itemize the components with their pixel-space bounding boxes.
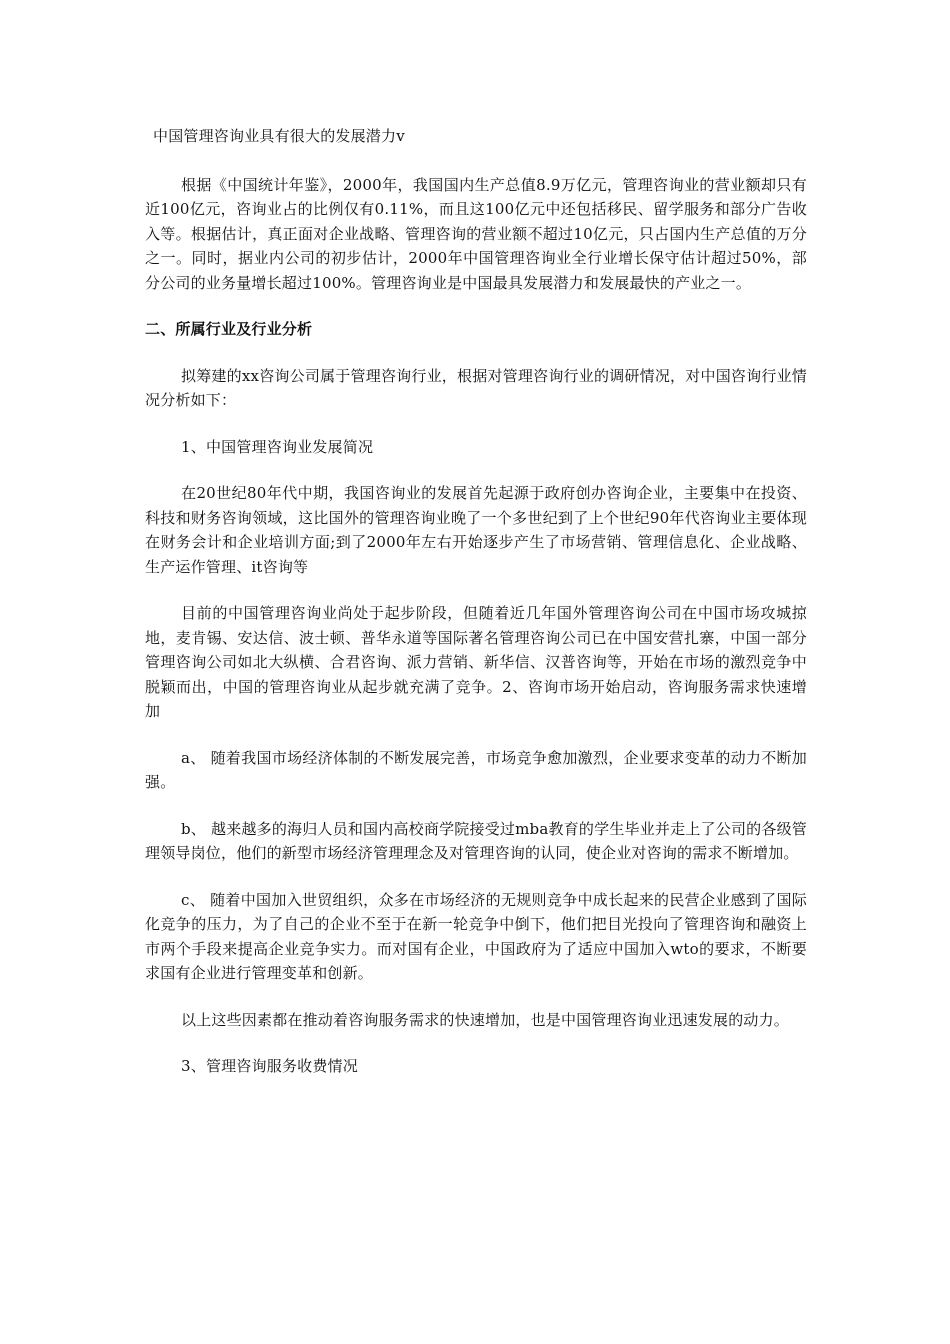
paragraph-company-intro: 拟筹建的xx咨询公司属于管理咨询行业，根据对管理咨询行业的调研情况，对中国咨询行业情况分析如下： (145, 366, 807, 409)
paragraph-item-b: b、 越来越多的海归人员和国内高校商学院接受过mba教育的学生毕业并走上了公司的各级管理领导岗位，他们的新型市场经济管理理念及对管理咨询的认同，使企业对咨询的需求不断增加。 (145, 819, 807, 862)
paragraph-gdp-statistics: 根据《中国统计年鉴》，2000年，我国国内生产总值8.9万亿元，管理咨询业的营业额却只有近100亿元，咨询业占的比例仅有0.11%，而且这100亿元中还包括移民、留学服务和部分广告收入等。根据估计，真正面对企业战略、管理咨询的营业额不超过10亿元，只占国内生产总值的万分之一。同时，据业内公司的初步估计，2000年中国管理咨询业全行业增长保守估计超过50%，部分公司的业务量增长超过100%。管理咨询业是中国最具发展潜力和发展最快的产业之一。 (145, 175, 807, 292)
subheading-service-fees: 3、管理咨询服务收费情况 (181, 1057, 358, 1075)
section-title: 中国管理咨询业具有很大的发展潜力v (153, 127, 405, 145)
subheading-development-overview: 1、中国管理咨询业发展简况 (181, 437, 374, 456)
section-heading-industry-analysis: 二、所属行业及行业分析 (145, 320, 313, 338)
paragraph-summary: 以上这些因素都在推动着咨询服务需求的快速增加，也是中国管理咨询业迅速发展的动力。 (181, 1010, 790, 1029)
paragraph-item-c: c、 随着中国加入世贸组织，众多在市场经济的无规则竞争中成长起来的民营企业感到了国际化竞争的压力，为了自己的企业不至于在新一轮竞争中倒下，他们把目光投向了管理咨询和融资上市两个手段来提高企业竞争实力。而对国有企业，中国政府为了适应中国加入wto的要求，不断要求国有企业进行管理变革和创新。 (145, 890, 807, 982)
paragraph-history: 在20世纪80年代中期，我国咨询业的发展首先起源于政府创办咨询企业，主要集中在投资、科技和财务咨询领域，这比国外的管理咨询业晚了一个多世纪到了上个世纪90年代咨询业主要体现在财务会计和企业培训方面;到了2000年左右开始逐步产生了市场营销、管理信息化、企业战略、生产运作管理、it咨询等 (145, 484, 807, 576)
document-body (145, 124, 807, 1101)
paragraph-current-state: 目前的中国管理咨询业尚处于起步阶段，但随着近几年国外管理咨询公司在中国市场攻城掠地，麦肯锡、安达信、波士顿、普华永道等国际著名管理咨询公司已在中国安营扎寨，中国一部分管理咨询公司如北大纵横、合君咨询、派力营销、新华信、汉普咨询等，开始在市场的激烈竞争中脱颖而出，中国的管理咨询业从起步就充满了竞争。2、咨询市场开始启动，咨询服务需求快速增加 (145, 604, 807, 720)
paragraph-item-a: a、 随着我国市场经济体制的不断发展完善，市场竞争愈加激烈，企业要求变革的动力不断加强。 (145, 748, 807, 791)
